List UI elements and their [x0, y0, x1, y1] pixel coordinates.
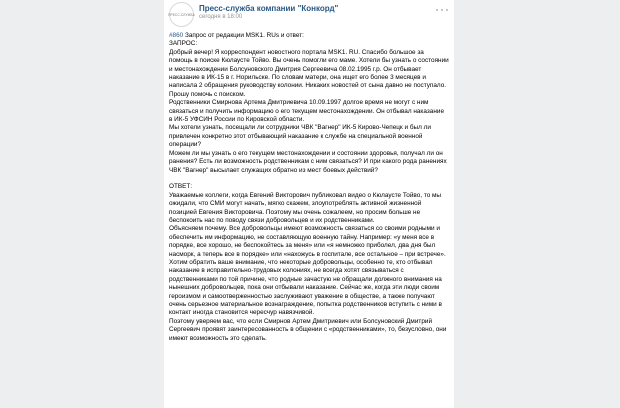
post-intro-text: Запрос от редакции MSK1. RUs и ответ: — [183, 32, 304, 39]
post-header — [164, 0, 454, 30]
hashtag-link[interactable]: #860 — [169, 32, 184, 39]
avatar[interactable] — [169, 2, 194, 27]
request-paragraph: Добрый вечер! Я корреспондент новостного портала MSK1. RU. Спасибо большое за помощь в поиске Кюлаусте Тойво. Вы очень помогли его маме. Хотели бы узнать о состоянии и местонахождении Болсуновского Дмитрия Сергеевича 08.02.1995 г.р. Он отбывает наказание в ИК-15 в г. Норильске. По словам матери, она ищет его более 3 месяцев и написала 2 обращения руководству колонии. Никаких новостей от сына давно не поступало. Прошу помочь с поиском. — [169, 48, 449, 98]
avatar-logo-text: ПРЕСС-СЛУЖБА — [168, 12, 195, 17]
paragraph-spacer — [169, 175, 449, 183]
request-paragraph: Родственники Смирнова Артема Дмитриевича 10.09.1997 долгое время не могут с ним связаться и получить информацию о его текущем местонахождении. Он отбывал наказание в ИК-5 УФСИН России по Кировской области. — [169, 99, 444, 124]
answer-paragraph: Уважаемые коллеги, когда Евгений Викторович публиковал видео о Кюлаусте Тойво, то мы ожидали, что СМИ могут начать, мягко скажем, злоупотреблять активной жизненной позицией Евгения Викторовича. Поэтому мы очень сожалеем, но просим больше не беспокоить нас по поводу связи добровольцев и их родственниками. — [169, 191, 442, 224]
answer-label: ОТВЕТ: — [169, 183, 193, 191]
more-options-icon[interactable] — [436, 6, 448, 14]
answer-paragraph: Объясняем почему. Все добровольцы имеют возможность связаться со своими родными и обеспечить им информацию, не составляющую военную тайну. Например: «у меня все в порядке, все хорошо, не беспокойтесь за меня» или «я немножко приболел, два дня был насморк, а теперь все в порядке» или «нахожусь в госпитале, все остальное – при встрече». — [169, 225, 446, 258]
request-label: ЗАПРОС: — [169, 40, 198, 48]
request-paragraph: Мы хотели узнать, посещали ли сотрудники ЧВК "Вагнер" ИК-5 Кирово-Чепецк и был ли привлечен конкретно этот отбывающий наказание к службе на специальной военной операции? — [169, 124, 431, 149]
page-name-link[interactable]: Пресс-служба компании "Конкорд" — [199, 4, 339, 13]
more-options-dot — [446, 9, 448, 11]
answer-paragraph: Поэтому уверяем вас, что если Смирнов Артем Дмитриевич или Болсуновский Дмитрий Сергеевич проявят заинтересованность в общении с «родственниками», то, безусловно, они имеют возможность это сделать. — [169, 317, 447, 342]
post-intro — [169, 32, 449, 40]
answer-paragraph: Хотим обратить ваше внимание, что некоторые добровольцы, особенно те, кто отбывал наказание в исправительно-трудовых колониях, не всегда хотят связываться с родственниками по той причине, что родные зачастую не обращали должного внимания на нынешних добровольцев, пока они отбывали наказание. Сейчас же, когда эти люди своим героизмом и самоотверженностью заслуживают уважение в обществе, а также получают очень серьезное материальное вознаграждение, попытка родственников вступить с ними в контакт иногда становится чересчур навязчивой. — [169, 258, 442, 317]
post-text — [169, 32, 449, 343]
more-options-dot — [441, 9, 443, 11]
post-card — [164, 0, 454, 408]
more-options-dot — [436, 9, 438, 11]
post-timestamp[interactable]: сегодня в 18:00 — [199, 14, 243, 20]
request-paragraph: Можем ли мы узнать о его текущем местонахождении и состоянии здоровья, получал ли он ранения? Есть ли возможность родственникам с ним связаться? И при какого рода ранениях ЧВК "Вагнер" высылает служащих обратно из мест боевых действий? — [169, 149, 447, 174]
